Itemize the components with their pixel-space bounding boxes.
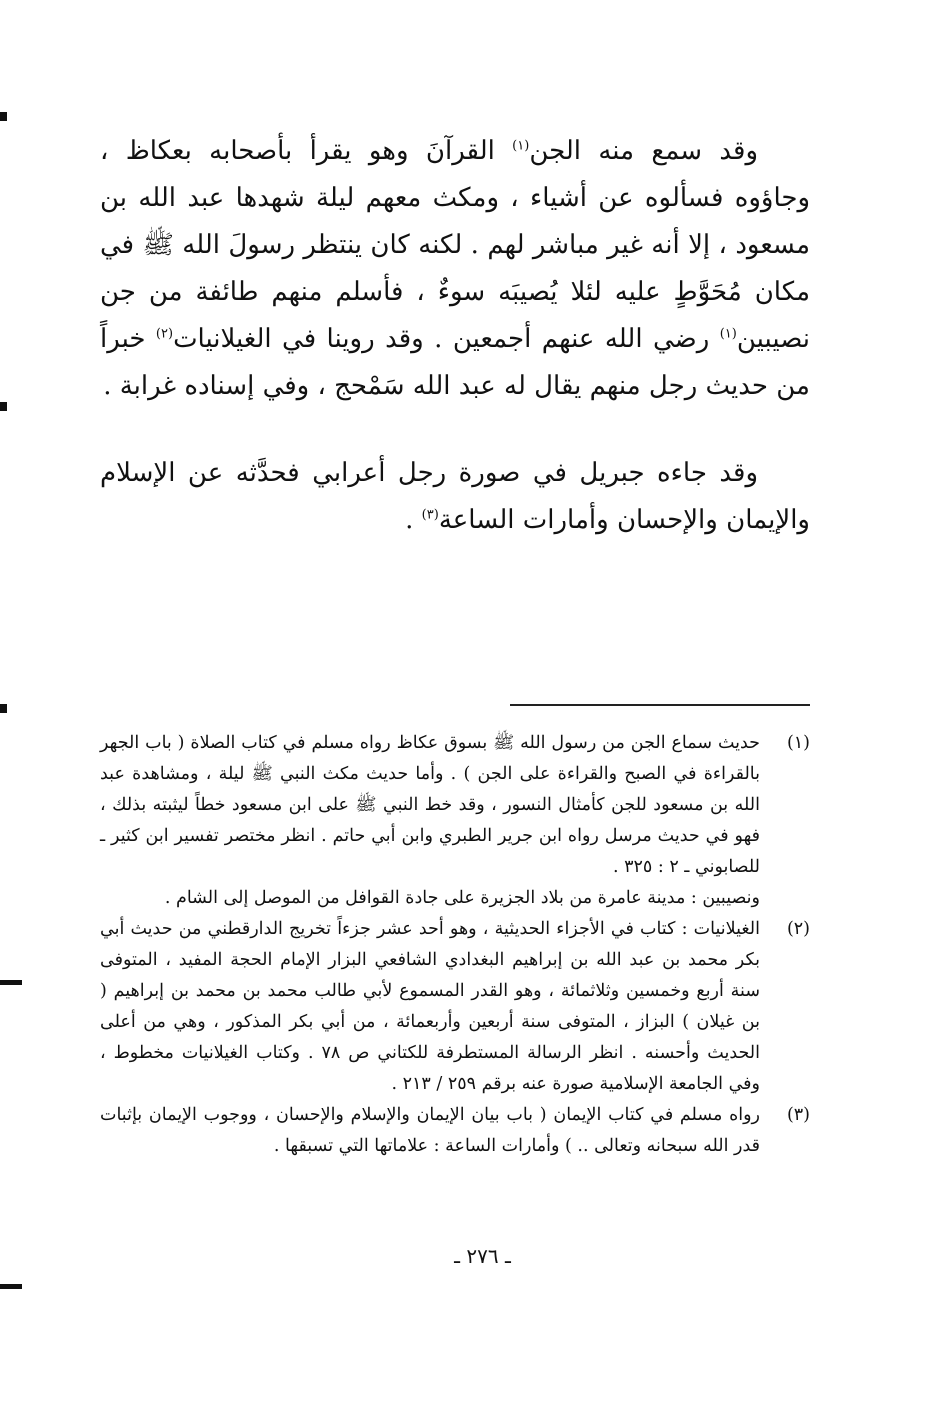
footnote [100, 1100, 810, 1162]
text-run: القرآنَ وهو يقرأ بأصحابه بعكاظ ، وجاؤوه فسألوه عن أشياء ، ومكث معهم ليلة شهدها عبد الله بن مسعود ، إلا أنه غير مباشر لهم . لكنه كان ينتظر رسولَ الله ﷺ في مكان مُحَوَّطٍ عليه لئلا يُصيبَه سوءٌ ، فأسلم منهم طائفة من جن نصيبين [100, 136, 810, 354]
footnote-body [100, 1100, 760, 1162]
footnote-text: حديث سماع الجن من رسول الله ﷺ بسوق عكاظ رواه مسلم في كتاب الصلاة ( باب الجهر بالقراءة في الصبح والقراءة على الجن ) . وأما حديث مكث النبي ﷺ ليلة ، ومشاهدة عبد الله بن مسعود للجن كأمثال النسور ، وقد خط النبي ﷺ على ابن مسعود خطاً ليثبته بذلك ، فهو في حديث مرسل رواه ابن جرير الطبري وابن أبي حاتم . انظر مختصر تفسير ابن كثير ـ للصابوني ـ ٢ : ٣٢٥ . [100, 733, 760, 877]
paragraph [100, 128, 810, 410]
page-number: ـ ٢٧٦ ـ [454, 1244, 511, 1268]
footnote-text: رواه مسلم في كتاب الإيمان ( باب بيان الإيمان والإسلام والإحسان ، ووجوب الإيمان بإثبات قدر الله سبحانه وتعالى .. ) وأمارات الساعة : علاماتها التي تسبقها . [100, 1105, 760, 1156]
scan-edge-mark [0, 112, 7, 121]
footnote-number: (٣) [786, 1105, 810, 1125]
footnote-ref: (٢) [155, 326, 174, 342]
footnote-text: ونصيبين : مدينة عامرة من بلاد الجزيرة على جادة القوافل من الموصل إلى الشام . [164, 888, 760, 908]
footnote-body [100, 914, 760, 1100]
text-run: رضي الله عنهم أجمعين . وقد روينا في الغيلانيات [173, 324, 720, 354]
main-text [100, 128, 810, 544]
scan-edge-mark [0, 980, 22, 985]
scan-edge-mark [0, 1284, 22, 1289]
footnote-number: (٢) [786, 919, 810, 939]
footnote-body [100, 728, 760, 914]
footnote [100, 728, 810, 914]
scan-edge-mark [0, 402, 7, 411]
footnote-ref: (١) [512, 138, 530, 154]
footnote-separator [510, 704, 810, 706]
footnote-number: (١) [786, 733, 810, 753]
paragraph [100, 450, 810, 544]
footnotes [100, 728, 810, 1162]
text-run: خبراً من حديث رجل منهم يقال له عبد الله سَمْحج ، وفي إسناده غرابة . [100, 324, 810, 401]
text-run: وقد جاءه جبريل في صورة رجل أعرابي فحدَّثه عن الإسلام والإيمان والإحسان وأمارات الساعة [100, 458, 810, 535]
scan-edge-mark [0, 704, 7, 713]
footnote-ref: (١) [719, 326, 737, 342]
footnote-ref: (٣) [421, 507, 439, 523]
footnote-text: الغيلانيات : كتاب في الأجزاء الحديثية ، وهو أحد عشر جزءاً تخريج الدارقطني من حديث أبي بكر محمد بن عبد الله بن إبراهيم البغدادي الشافعي البزار الإمام الحجة المفيد ، المتوفى سنة أربع وخمسين وثلاثمائة ، وهو القدر المسموع لأبي طالب محمد بن محمد بن إبراهيم ( بن غيلان ) البزاز ، المتوفى سنة أربعين وأربعمائة ، من أبي بكر المذكور ، وهي من أعلى الحديث وأحسنه . انظر الرسالة المستطرفة للكتاني ص ٧٨ . وكتاب الغيلانيات مخطوط ، وفي الجامعة الإسلامية صورة عنه برقم ٢٥٩ / ٢١٣ . [100, 919, 761, 1094]
footnote [100, 914, 810, 1100]
text-run: . [405, 505, 422, 535]
text-run: وقد سمع منه الجن [529, 136, 758, 166]
